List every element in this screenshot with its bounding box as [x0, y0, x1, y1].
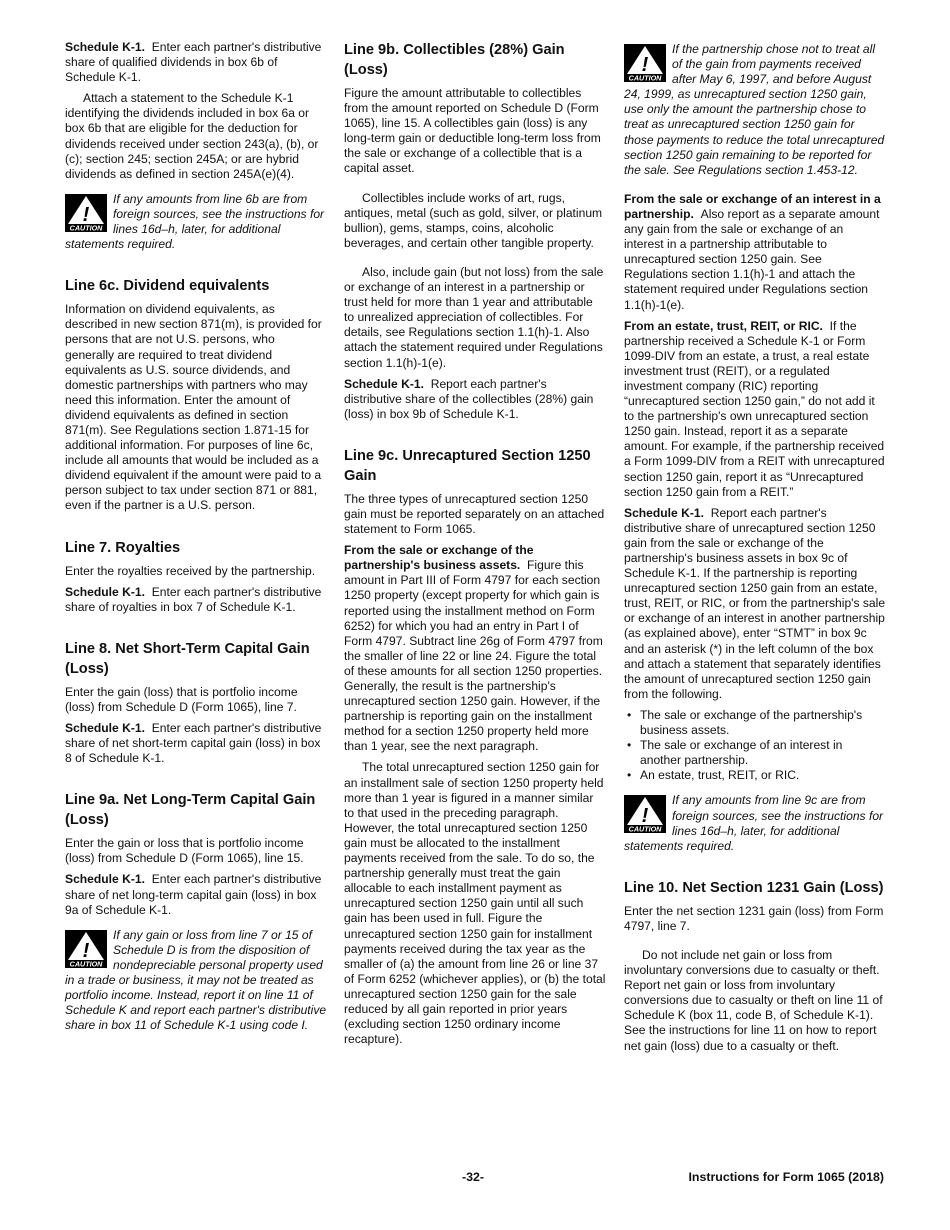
section-heading: Line 7. Royalties — [65, 539, 181, 556]
run-in-heading: Schedule K-1. — [65, 721, 145, 735]
paragraph: Collectibles include works of art, rugs, antiques, metal (such as gold, silver, or platinum bullion), gems, stamps, coins, alcoholic beverages, and certain other tangible property. — [344, 190, 603, 250]
caution-icon — [65, 930, 107, 968]
caution-note — [65, 928, 327, 1034]
paragraph: Schedule K-1. Enter each partner's distributive share of net short-term capital gain (loss) in box 8 of Schedule K-1. — [65, 721, 322, 766]
paragraph: Do not include net gain or loss from involuntary conversions due to casualty or theft. Report net gain or loss from involuntary conversions due to casualty or theft on line 11 of Schedule K (box 11, code B, of Schedule K-1). See the instructions for line 11 on how to report net gain (loss) due to a casualty or theft. — [624, 947, 883, 1053]
section-heading: Line 8. Net Short-Term Capital Gain (Loss) — [65, 640, 310, 677]
paragraph: Attach a statement to the Schedule K-1 identifying the dividends included in box 6a or box 6b that are eligible for the deduction for dividends received under section 243(a), (b), or (c); section 245; section 245A; or are hybrid dividends as defined in section 245A(e)(4). — [65, 91, 319, 181]
section-heading: Line 6c. Dividend equivalents — [65, 278, 270, 295]
paragraph: From the sale or exchange of the partnership's business assets. Figure this amount in Part III of Form 4797 for each section 1250 property (except property for which gain is reported using the installment method on Form 6252) for which you had an entry in Part I of Form 4797. Subtract line 26g of Form 4797 from the smaller of line 22 or line 24. Figure the total of these amounts for all section 1250 properties. Generally, the result is the partnership's unrecaptured section 1250 gain. However, if the partnership is reporting gain on the installment method for a section 1250 property held more than 1 year, see the next paragraph. — [344, 543, 603, 754]
run-in-heading: Schedule K-1. — [65, 40, 145, 54]
caution-mark: ! — [82, 939, 90, 962]
bullet-icon: • — [627, 738, 632, 753]
page-number: -32- — [462, 1170, 485, 1184]
bullet-list — [624, 708, 886, 783]
column-right — [624, 40, 886, 1060]
paragraph: Information on dividend equivalents, as described in new section 871(m), is provided for persons that are not U.S. persons, who generally are required to treat dividend equivalents as U.S. source dividends, and domestic partnerships with partners who may need this information. Enter the amount of dividend equivalents as defined in section 871(m). See Regulations section 1.871-15 for additional information. For purposes of line 6c, include all amounts that would be included as a dividend equivalent if the amount were paid to a person subject to tax under section 871 or 881, even if the partner is a U.S. person. — [65, 302, 322, 513]
run-in-heading: Schedule K-1. — [65, 872, 145, 887]
caution-label: CAUTION — [69, 959, 103, 968]
section-heading: Line 9c. Unrecaptured Section 1250 Gain — [344, 447, 591, 484]
paragraph: Figure the amount attributable to collectibles from the amount reported on Schedule D (Form 1065), line 15. A collectibles gain (loss) is any long-term gain or deductible long-term loss from the sale or exchange of a collectible that is a capital asset. — [344, 86, 601, 176]
caution-mark: ! — [82, 203, 90, 226]
list-item: • The sale or exchange of the partnership's business assets. — [627, 707, 863, 738]
document-title: Instructions for Form 1065 (2018) — [688, 1170, 884, 1184]
caution-note — [65, 192, 327, 252]
caution-label: CAUTION — [628, 824, 662, 834]
section-heading: Line 9b. Collectibles (28%) Gain (Loss) — [344, 42, 565, 78]
paragraph: Schedule K-1. Enter each partner's distributive share of qualified dividends in box 6b of Schedule K-1. — [65, 40, 322, 85]
caution-mark: ! — [641, 54, 649, 76]
caution-text: If any amounts from line 6b are from foreign sources, see the instructions for lines 16d–h, later, for additional statements required. — [65, 191, 325, 252]
caution-icon — [624, 44, 666, 82]
paragraph: Enter the gain or loss that is portfolio income (loss) from Schedule D (Form 1065), line 15. — [65, 836, 304, 866]
caution-text: If the partnership chose not to treat all of the gain from payments received after May 6, 1997, and before August 24, 1999, as unrecaptured section 1250 gain, use only the amount the partnership chose to treat as unrecaptured section 1250 gain for those payments to reduce the total unrecaptured section 1250 gain remaining to be reported for the sale. See Regulations section 1.453-12. — [624, 42, 885, 177]
paragraph: Schedule K-1. Enter each partner's distributive share of royalties in box 7 of Schedule K-1. — [65, 584, 322, 614]
list-item: • The sale or exchange of an interest in another partnership. — [627, 738, 843, 768]
caution-mark: ! — [641, 805, 649, 828]
paragraph: Enter the net section 1231 gain (loss) from Form 4797, line 7. — [624, 903, 884, 933]
column-left — [65, 40, 327, 1041]
list-item: • An estate, trust, REIT, or RIC. — [627, 768, 800, 783]
run-in-heading: From the sale or exchange of an interest in a partnership. — [624, 191, 881, 221]
caution-note — [624, 42, 886, 178]
run-in-heading: Schedule K-1. — [344, 376, 424, 391]
paragraph: Enter the gain (loss) that is portfolio income (loss) from Schedule D (Form 1065), line 7. — [65, 684, 298, 714]
caution-note — [624, 793, 886, 853]
run-in-heading: From an estate, trust, REIT, or RIC. — [624, 318, 823, 333]
bullet-icon: • — [627, 768, 632, 783]
run-in-heading: Schedule K-1. — [65, 584, 145, 599]
caution-label: CAUTION — [69, 223, 103, 232]
caution-label: CAUTION — [628, 73, 662, 82]
caution-text: If any gain or loss from line 7 or 15 of Schedule D is from the disposition of nondepreciable personal property used in a trade or business, it may not be treated as portfolio income. Instead, report it on line 11 of Schedule K and report each partner's distributive share in box 11 of Schedule K-1 using code I. — [65, 927, 327, 1033]
bullet-icon: • — [627, 707, 632, 722]
paragraph: From the sale or exchange of an interest in a partnership. Also report as a separate amount any gain from the sale or exchange of an interest in a partnership attributable to unrecaptured section 1250 gain. See Regulations section 1.1(h)-1 and attach the statement required under Regulations section 1.1(h)-1(e). — [624, 191, 881, 312]
page-footer — [0, 1170, 950, 1188]
caution-text: If any amounts from line 9c are from foreign sources, see the instructions for lines 16d–h, later, for additional statements required. — [624, 793, 884, 853]
paragraph: The three types of unrecaptured section 1250 gain must be reported separately on an attached statement to Form 1065. — [344, 491, 605, 537]
paragraph: Schedule K-1. Report each partner's distributive share of the collectibles (28%) gain (loss) in box 9b of Schedule K-1. — [344, 376, 594, 421]
column-middle — [344, 40, 606, 1053]
caution-icon — [624, 795, 666, 833]
caution-icon — [65, 194, 107, 232]
paragraph: The total unrecaptured section 1250 gain for an installment sale of section 1250 property held more than 1 year is figured in a manner similar to that used in the preceding paragraph. However, the total unrecaptured section 1250 gain must be allocated to the installment payments received from the sale. To do so, the partnership generally must treat the gain allocable to each installment payment as unrecaptured section 1250 gain until all such gain has been used in full. Figure the unrecaptured section 1250 gain for installment payments received during the tax year as the smaller of (a) the amount from line 26 or line 37 of Form 6252 (whichever applies), or (b) the total unrecaptured section 1250 gain for the sale reduced by all gain reported in prior years (excluding section 1250 ordinary income recapture). — [344, 760, 606, 1047]
paragraph: Schedule K-1. Enter each partner's distributive share of net long-term capital gain (loss) in box 9a of Schedule K-1. — [65, 872, 322, 917]
paragraph: Also, include gain (but not loss) from the sale or exchange of an interest in a partnership or trust held for more than 1 year and attributable to unrealized appreciation of collectibles. For details, see Regulations section 1.1(h)-1. Also attach the statement required under Regulations section 1.1(h)-1(e). — [344, 264, 604, 370]
paragraph: Schedule K-1. Report each partner's distributive share of unrecaptured section 1250 gain from the sale or exchange of the partnership's business assets in box 9c of Schedule K-1. If the partnership is reporting unrecaptured section 1250 gain from an estate, trust, REIT, or RIC, or from the partnership's sale or exchange of an interest in another partnership (as explained above), enter “STMT” in box 9c and an asterisk (*) in the left column of the box and attach a statement that separately identifies the amount of unrecaptured section 1250 gain from the following. — [624, 505, 886, 701]
run-in-heading: Schedule K-1. — [624, 505, 704, 520]
paragraph: From an estate, trust, REIT, or RIC. If the partnership received a Schedule K-1 or Form 1099-DIV from an estate, a trust, a real estate investment trust (REIT), or a regulated investment company (RIC) reporting “unrecaptured section 1250 gain,” do not add it to the partnership's own unrecaptured section 1250 gain. Instead, report it as a separate amount. For example, if the partnership received a Form 1099-DIV from a REIT with unrecaptured section 1250 gain, report it as “Unrecaptured section 1250 gain from a REIT.” — [624, 318, 885, 499]
section-heading: Line 9a. Net Long-Term Capital Gain (Loss) — [65, 792, 316, 829]
section-heading: Line 10. Net Section 1231 Gain (Loss) — [624, 879, 884, 896]
run-in-heading: From the sale or exchange of the partnership's business assets. — [344, 543, 534, 573]
paragraph: Enter the royalties received by the partnership. — [65, 563, 316, 578]
